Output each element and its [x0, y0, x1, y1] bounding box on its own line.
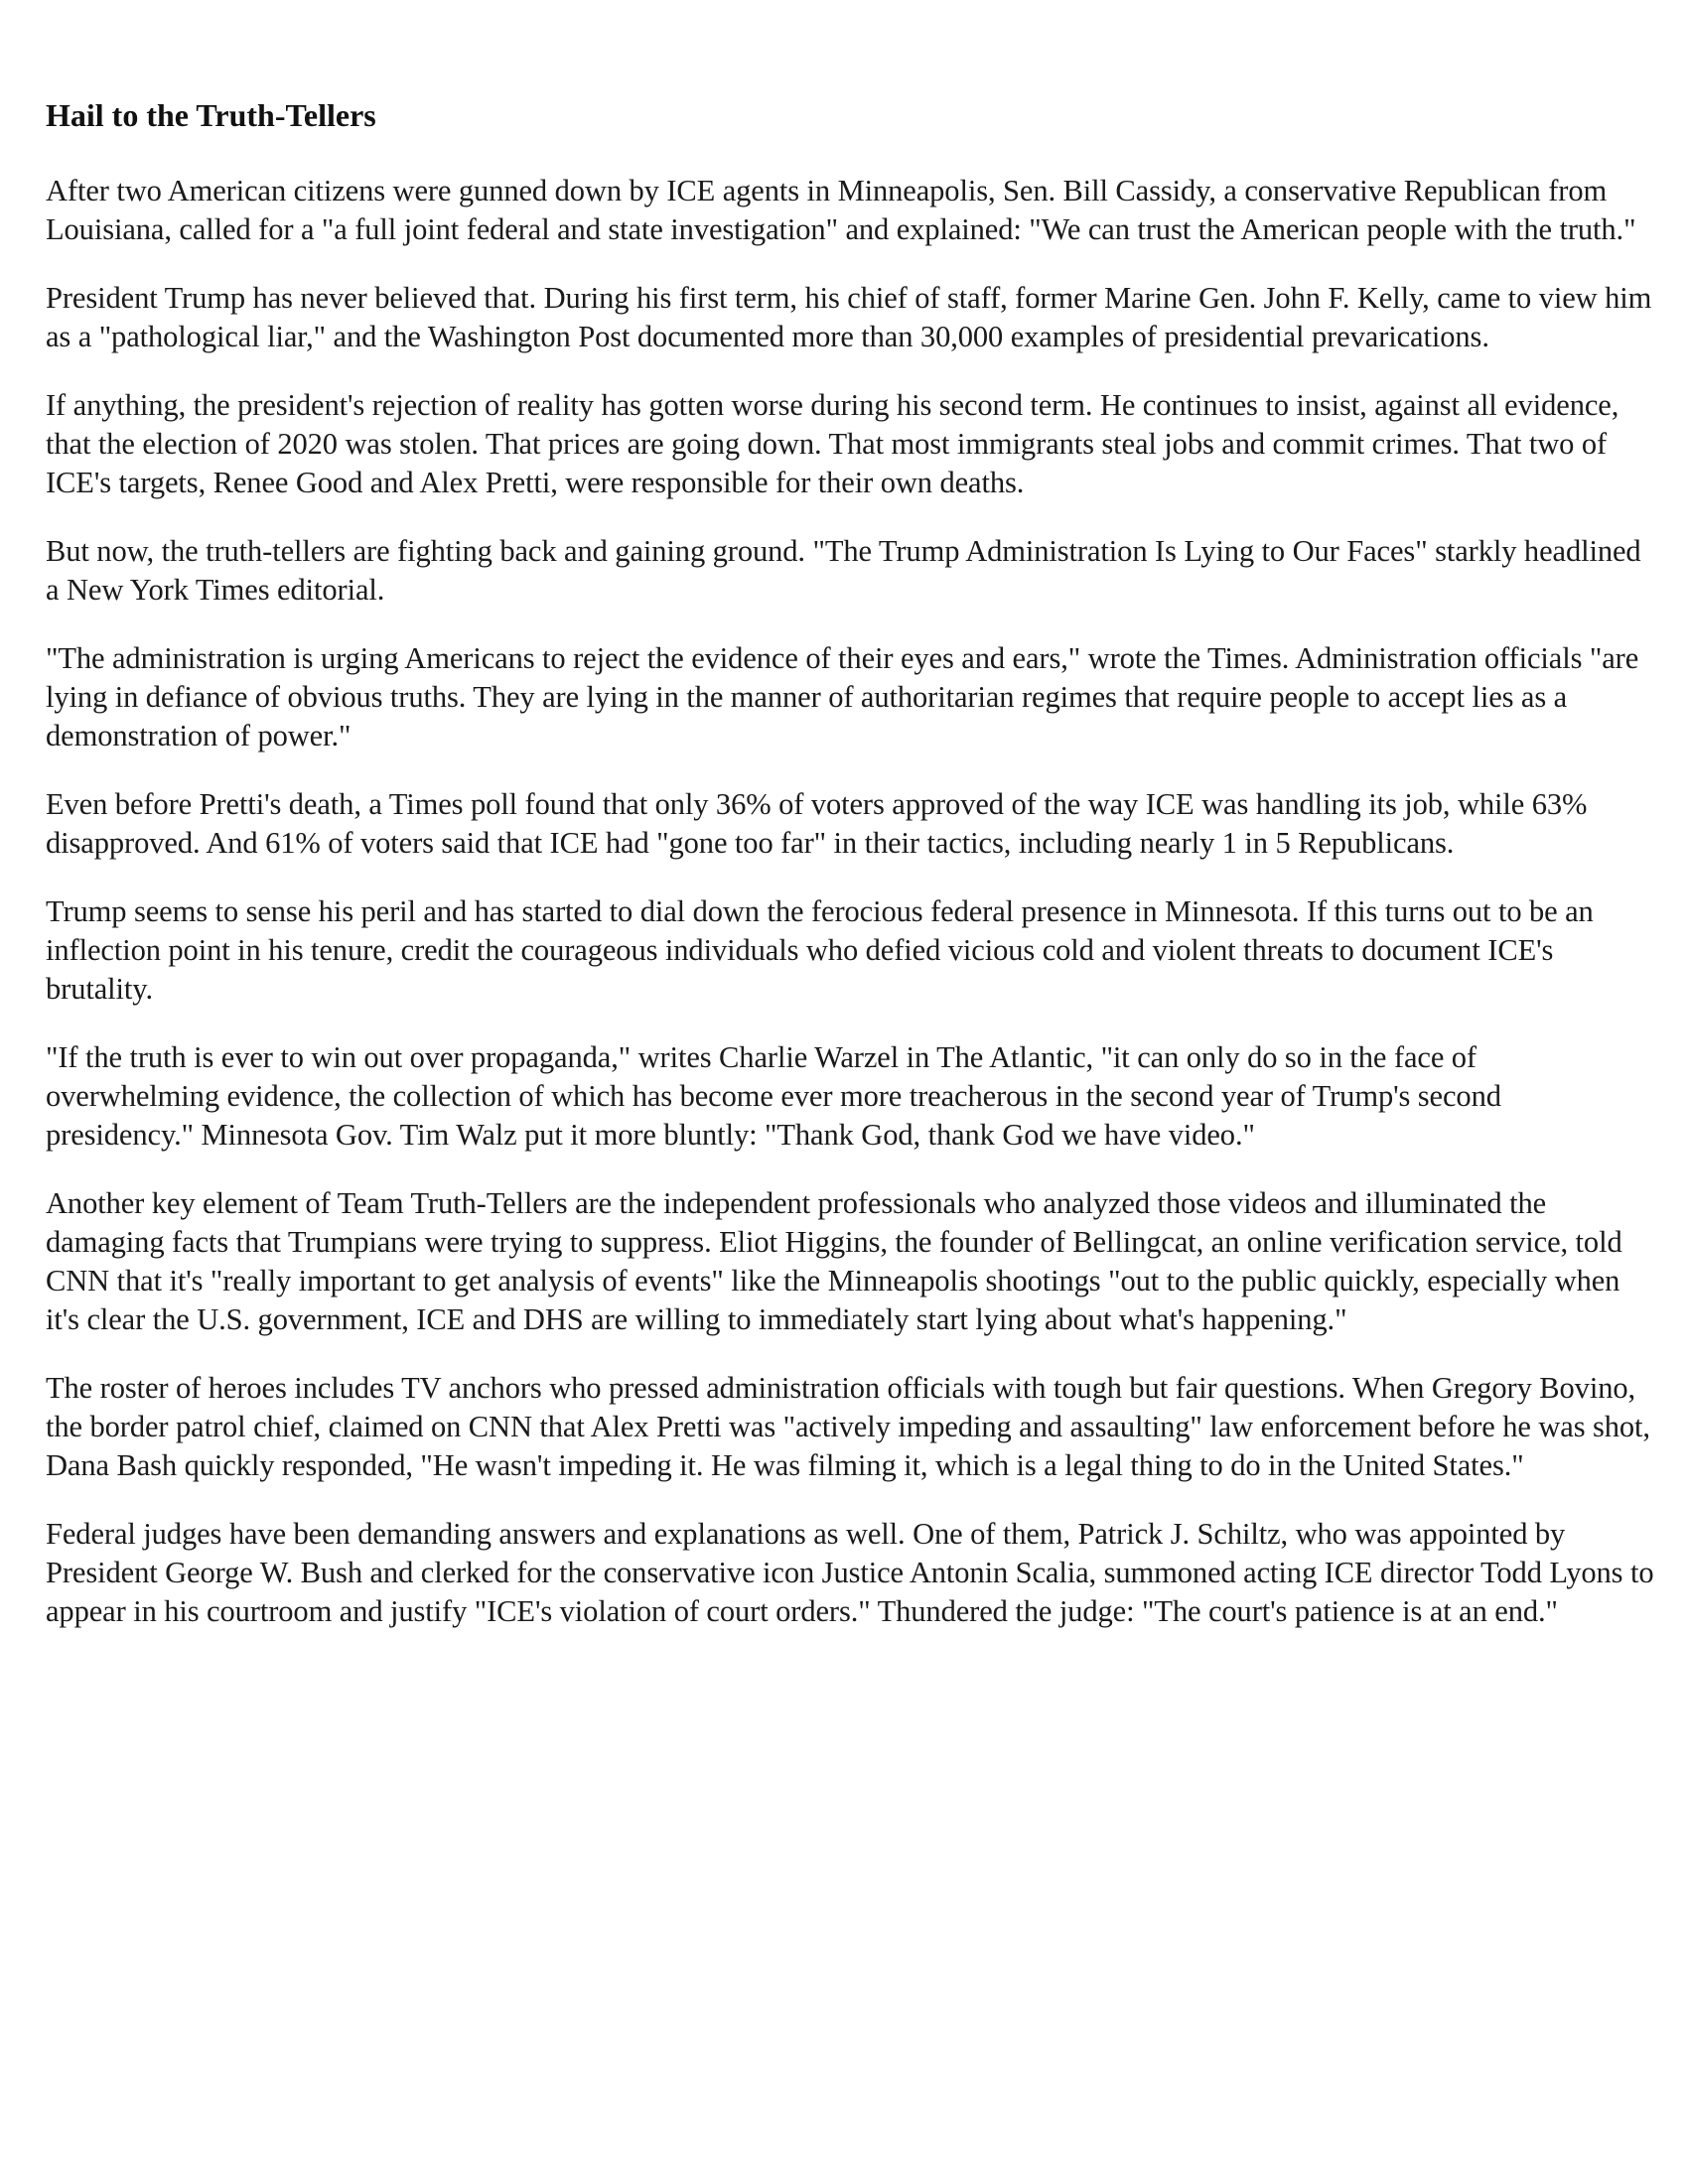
- paragraph-2: President Trump has never believed that. During his first term, his chief of staff, former Marine Gen. John F. Kelly, came to view him as a "pathological liar," and the Washington Post documented more than 30,000 examples of presidential prevarications.: [46, 281, 1652, 353]
- paragraph-10: The roster of heroes includes TV anchors who pressed administration officials with tough but fair questions. When Gregory Bovino, the border patrol chief, claimed on CNN that Alex Pretti was "actively impeding and assaulting" law enforcement before he was shot, Dana Bash quickly responded, "He wasn't impeding it. He was filming it, which is a legal thing to do in the United States.": [46, 1371, 1650, 1482]
- paragraph-5: "The administration is urging Americans to reject the evidence of their eyes and ears," wrote the Times. Administration officials "are lying in defiance of obvious truths. They are lying in the manner of authoritarian regimes that require people to accept lies as a demonstration of power.": [46, 641, 1639, 752]
- paragraph-3: If anything, the president's rejection of reality has gotten worse during his second term. He continues to insist, against all evidence, that the election of 2020 was stolen. That prices are going down. That most immigrants steal jobs and commit crimes. That two of ICE's targets, Renee Good and Alex Pretti, were responsible for their own deaths.: [46, 388, 1619, 499]
- paragraph-6: Even before Pretti's death, a Times poll found that only 36% of voters approved of the way ICE was handling its job, while 63% disapproved. And 61% of voters said that ICE had "gone too far" in their tactics, including nearly 1 in 5 Republicans.: [46, 787, 1588, 860]
- paragraph-1: After two American citizens were gunned down by ICE agents in Minneapolis, Sen. Bill Cassidy, a conservative Republican from Louisiana, called for a "a full joint federal and state investigation" and explained: "We can trust the American people with the truth.": [46, 174, 1636, 246]
- paragraph-7: Trump seems to sense his peril and has started to dial down the ferocious federal presence in Minnesota. If this turns out to be an inflection point in his tenure, credit the courageous individuals who defied vicious cold and violent threats to document ICE's brutality.: [46, 894, 1594, 1006]
- article-title: Hail to the Truth-Tellers: [46, 97, 376, 133]
- paragraph-9: Another key element of Team Truth-Tellers are the independent professionals who analyzed those videos and illuminated the damaging facts that Trumpians were trying to suppress. Eliot Higgins, the founder of Bellingcat, an online verification service, told CNN that it's "really important to get analysis of events" like the Minneapolis shootings "out to the public quickly, especially when it's clear the U.S. government, ICE and DHS are willing to immediately start lying about what's happening.": [46, 1186, 1622, 1336]
- paragraph-11: Federal judges have been demanding answers and explanations as well. One of them, Patrick J. Schiltz, who was appointed by President George W. Bush and clerked for the conservative icon Justice Antonin Scalia, summoned acting ICE director Todd Lyons to appear in his courtroom and justify "ICE's violation of court orders." Thundered the judge: "The court's patience is at an end.": [46, 1517, 1654, 1628]
- paragraph-8: "If the truth is ever to win out over propaganda," writes Charlie Warzel in The Atlantic, "it can only do so in the face of overwhelming evidence, the collection of which has become ever more treacherous in the second year of Trump's second presidency." Minnesota Gov. Tim Walz put it more bluntly: "Thank God, thank God we have video.": [46, 1040, 1501, 1152]
- paragraph-4: But now, the truth-tellers are fighting back and gaining ground. "The Trump Administration Is Lying to Our Faces" starkly headlined a New York Times editorial.: [46, 534, 1641, 607]
- document-page: [46, 95, 1654, 1661]
